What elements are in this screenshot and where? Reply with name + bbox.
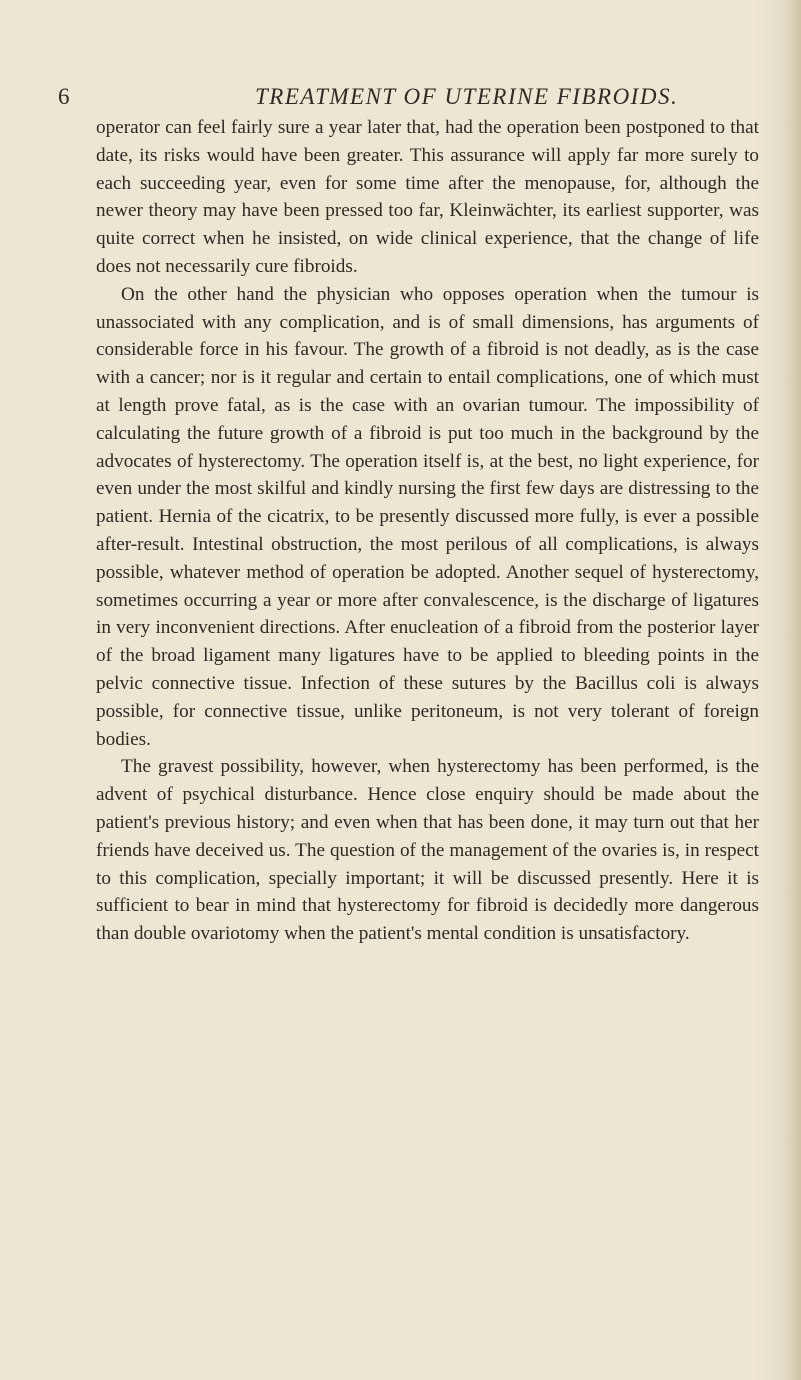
body-text [96,114,759,948]
paragraph-continued: operator can feel fairly sure a year later that, had the operation been postponed to that date, its risks would have been greater. This assurance will apply far more surely to each succeeding year, even for some time after the menopause, for, although the newer theory may have been pressed too far, Kleinwächter, its earliest supporter, was quite correct when he insisted, on wide clinical experience, that the change of life does not necessarily cure fibroids. [96,117,759,277]
running-head [58,84,758,114]
page-edge-shadow [783,0,801,1380]
running-title: TREATMENT OF UTERINE FIBROIDS. [255,84,679,109]
paragraph-gravest-possibility: The gravest possibility, however, when hysterectomy has been performed, is the advent of psychical disturbance. Hence close enquiry should be made about the patient's previous history; and even when that has been done, it may turn out that her friends have deceived us. The question of the management of the ovaries is, in respect to this complication, specially important; it will be discussed presently. Here it is sufficient to bear in mind that hysterectomy for fibroid is decidedly more dangerous than double ovariotomy when the patient's mental condition is unsatisfactory. [96,756,759,945]
page-number: 6 [58,84,71,109]
paragraph-physician-opposes: On the other hand the physician who opposes operation when the tumour is unassociated with any complication, and is of small dimensions, has arguments of considerable force in his favour. The growth of a fibroid is not deadly, as is the case with a cancer; nor is it regular and certain to entail complications, one of which must at length prove fatal, as is the case with an ovarian tumour. The impossibility of calculating the future growth of a fibroid is put too much in the background by the advocates of hysterectomy. The operation itself is, at the best, no light experience, for even under the most skilful and kindly nursing the first few days are distressing to the patient. Hernia of the cicatrix, to be presently discussed more fully, is ever a possible after-result. Intestinal obstruction, the most perilous of all complications, is always possible, whatever method of operation be adopted. Another sequel of hysterectomy, sometimes occurring a year or more after convalescence, is the discharge of ligatures in very inconvenient directions. After enucleation of a fibroid from the posterior layer of the broad ligament many ligatures have to be applied to bleeding points in the pelvic connective tissue. Infection of these sutures by the Bacillus coli is always possible, for connective tissue, unlike peritoneum, is not very tolerant of foreign bodies. [96,283,759,750]
